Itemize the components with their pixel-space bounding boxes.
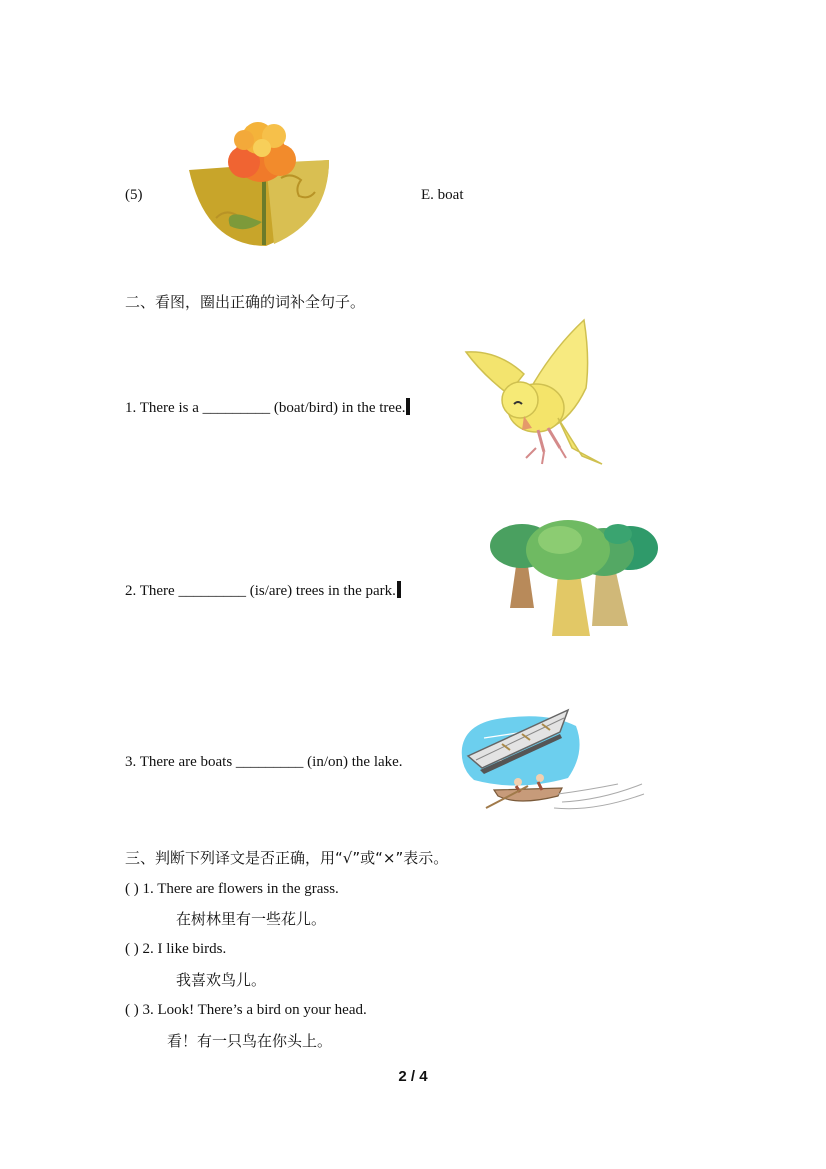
section3-item-1-en: ( ) 1. There are flowers in the grass. [125, 881, 339, 897]
page-number: 2 / 4 [398, 1068, 428, 1085]
match-item-answer: E. boat [421, 187, 464, 203]
text-cursor-mark [397, 581, 401, 598]
match-item-number: (5) [125, 187, 143, 203]
section2-item-3 [125, 753, 403, 771]
section2-heading: 二、看图，圈出正确的词补全句子。 [125, 293, 366, 311]
text-cursor-mark [406, 398, 410, 415]
section3-item-1-cn: 在树林里有一些花儿。 [176, 910, 327, 928]
section3-item-3-en: ( ) 3. Look! There’s a bird on your head. [125, 1002, 367, 1018]
trees-icon [488, 514, 660, 642]
section3-item-2-en: ( ) 2. I like birds. [125, 941, 227, 957]
section2-item-1 [125, 398, 410, 417]
section3-heading: 三、判断下列译文是否正确，用“√”或“×”表示。 [125, 849, 449, 867]
boats-icon [458, 708, 650, 818]
flower-icon [186, 118, 332, 250]
section2-item-3-text: 3. There are boats _________ (in/on) the lake. [125, 754, 403, 770]
section3-item-3-cn: 看！有一只鸟在你头上。 [167, 1032, 333, 1050]
bird-icon [462, 318, 604, 468]
section3-item-2-cn: 我喜欢鸟儿。 [176, 971, 267, 989]
section2-item-1-text: 1. There is a _________ (boat/bird) in the tree. [125, 400, 406, 416]
section2-item-2-text: 2. There _________ (is/are) trees in the park. [125, 583, 396, 599]
section2-item-2 [125, 581, 401, 600]
